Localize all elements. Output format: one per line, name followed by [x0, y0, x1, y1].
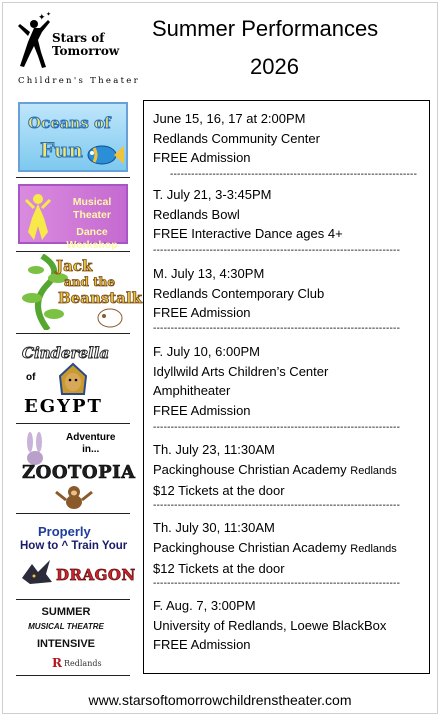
redlands-logo-text: Redlands	[63, 658, 102, 668]
event-date: F. Aug. 7, 3:00PM	[153, 598, 256, 613]
event-3	[153, 264, 324, 323]
musical-line2: Dance Workshop	[66, 226, 118, 251]
fish-icon	[84, 142, 124, 168]
logo-line2: Tomorrow	[52, 44, 120, 58]
zootopia-thumbnail	[16, 428, 136, 514]
musical-workshop-image	[18, 184, 128, 251]
cinderella-egypt-thumbnail	[16, 340, 130, 424]
jack-line1: Jack	[56, 257, 93, 275]
event-note: $12 Tickets at the door	[153, 561, 285, 576]
musical-workshop-label	[54, 196, 130, 252]
jack-beanstalk-thumbnail	[16, 254, 143, 334]
event-venue-line	[153, 460, 397, 482]
divider	[16, 177, 130, 178]
event-note: FREE Admission	[153, 305, 251, 320]
page-year: 2026	[250, 54, 299, 79]
divider	[16, 423, 130, 424]
event-note: FREE Admission	[153, 402, 251, 418]
event-venue: Packinghouse Christian Academy	[153, 461, 347, 477]
musical-workshop-thumbnail	[16, 182, 130, 252]
event-date: M. July 13, 4:30PM	[153, 266, 265, 281]
egypt-title: EGYPT	[24, 396, 103, 417]
dragon-subtitle: How to ^ Train Your	[20, 540, 128, 552]
monkey-icon	[52, 484, 96, 510]
summer-intensive-thumbnail	[16, 604, 130, 676]
event-venue-city: Redlands	[350, 464, 397, 477]
event-venue: University of Redlands, Loewe BlackBox	[153, 617, 387, 633]
zoo-line2: in...	[82, 444, 100, 455]
event-note: FREE Admission	[153, 637, 251, 652]
rabbit-icon	[22, 432, 48, 466]
dancer-icon	[24, 192, 52, 242]
jack-beanstalk-title	[56, 258, 142, 306]
event-venue: Redlands Bowl	[153, 206, 240, 222]
oceans-of-fun-thumbnail	[16, 100, 130, 178]
event-note: FREE Admission	[153, 150, 251, 165]
event-venue: Idyllwild Arts Children’s Center	[153, 363, 329, 379]
dragon-thumbnail	[16, 518, 136, 600]
divider	[16, 251, 130, 252]
divider	[16, 333, 130, 334]
event-2	[153, 185, 343, 244]
svg-text:✦: ✦	[46, 12, 52, 18]
cinderella-of: of	[26, 372, 36, 383]
event-venue-line	[153, 538, 397, 560]
event-separator: ----------------------------------------------------------------------	[153, 323, 401, 334]
oceans-of-fun-title-2: Fun	[40, 138, 83, 162]
musical-line1: Musical Theater	[72, 196, 112, 221]
oceans-of-fun-title-1: Oceans of	[28, 114, 111, 132]
page-title: Summer Performances	[152, 16, 379, 41]
event-note: $12 Tickets at the door	[153, 483, 285, 498]
event-venue: Packinghouse Christian Academy	[153, 539, 347, 555]
event-7	[153, 596, 386, 655]
event-date: T. July 21, 3-3:45PM	[153, 187, 272, 202]
dragon-icon	[20, 558, 54, 586]
summer-line1: SUMMER	[41, 606, 91, 618]
logo-title	[52, 32, 119, 58]
summer-line2: MUSICAL THEATRE	[28, 622, 104, 631]
zootopia-title: ZOOTOPIA	[22, 462, 136, 483]
event-venue-city: Redlands	[350, 542, 397, 555]
event-5	[153, 440, 397, 501]
redlands-logo	[52, 656, 102, 670]
redlands-r-icon: R	[52, 656, 62, 670]
event-venue: Redlands Contemporary Club	[153, 285, 325, 301]
dragon-title: DRAGON	[56, 566, 136, 584]
zoo-line1: Adventure	[66, 432, 116, 443]
event-date: Th. July 30, 11:30AM	[153, 520, 275, 535]
event-note: FREE Interactive Dance ages 4+	[153, 226, 343, 241]
event-4	[153, 342, 328, 420]
event-separator: ----------------------------------------------------------------------	[153, 578, 401, 589]
website-link[interactable]: www.starsoftomorrowchildrenstheater.com	[88, 692, 352, 708]
event-date: Th. July 23, 11:30AM	[153, 442, 275, 457]
svg-text:✦: ✦	[38, 12, 46, 22]
event-date: F. July 10, 6:00PM	[153, 344, 260, 359]
divider	[16, 675, 130, 676]
logo-line1: Stars of	[52, 31, 105, 45]
event-separator: ----------------------------------------------------------------------	[153, 422, 401, 433]
divider	[16, 513, 130, 514]
event-separator: ----------------------------------------------------------------------	[153, 500, 401, 511]
summer-line3: INTENSIVE	[36, 638, 96, 650]
oceans-of-fun-image	[18, 102, 128, 172]
jack-line3: Beanstalk	[58, 289, 143, 307]
dragon-properly: Properly	[38, 524, 91, 539]
divider	[16, 599, 130, 600]
event-venue: Redlands Community Center	[153, 130, 320, 146]
event-1	[153, 109, 320, 168]
jack-line2: and the	[64, 275, 115, 289]
event-date: June 15, 16, 17 at 2:00PM	[153, 111, 306, 126]
event-6	[153, 518, 397, 579]
event-separator: ----------------------------------------------------------------------	[153, 245, 401, 256]
theater-logo	[16, 10, 138, 86]
event-venue-2: Amphitheater	[153, 383, 231, 398]
event-separator: ----------------------------------------------------------------------	[170, 169, 418, 180]
logo-subtitle: Children's Theater	[18, 76, 140, 86]
cinderella-title: Cinderella	[22, 344, 110, 362]
pharaoh-mask-icon	[56, 362, 90, 396]
zootopia-adventure	[66, 432, 115, 456]
